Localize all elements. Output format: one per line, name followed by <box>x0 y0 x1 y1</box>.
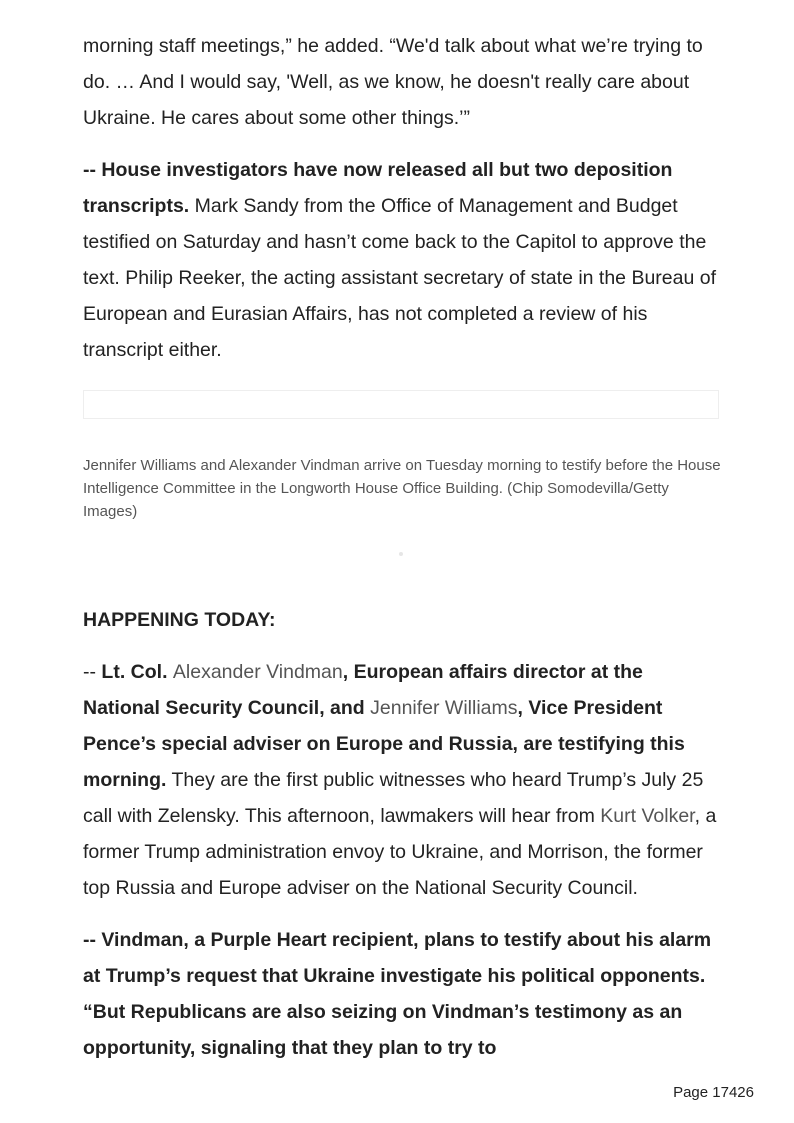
link-alexander-vindman[interactable]: Alexander Vindman <box>172 661 343 683</box>
paragraph-quote <box>83 28 723 136</box>
paragraph-lead-bold: -- House investigators have now released all but two deposition transcripts. <box>83 159 673 217</box>
bold-text: , European affairs director at the National Security Council, and <box>83 661 643 719</box>
paragraph-text: , a former Trump administration envoy to Ukraine, and Morrison, the former top Russia and Europe adviser on the National Security Council. <box>83 805 717 899</box>
paragraph-transcripts <box>83 152 723 368</box>
section-heading: HAPPENING TODAY: <box>83 609 276 631</box>
link-kurt-volker[interactable]: Kurt Volker <box>600 805 695 827</box>
paragraph-vindman <box>83 922 723 1066</box>
paragraph-testimony <box>83 654 723 906</box>
paragraph-dash: -- <box>83 661 96 683</box>
photo-placeholder <box>83 390 719 419</box>
bold-text: Lt. Col. <box>96 661 173 683</box>
article-body <box>83 28 723 1082</box>
page-number: Page 17426 <box>673 1084 754 1101</box>
photo-caption: Jennifer Williams and Alexander Vindman arrive on Tuesday morning to testify before the House Intelligence Committee in the Longworth House Office Building. (Chip Somodevilla/Getty Images) <box>83 457 721 520</box>
bold-text: , Vice President Pence’s special adviser on Europe and Russia, are testifying this morning. <box>83 697 685 791</box>
divider-dot <box>399 552 403 556</box>
paragraph-lead-bold: -- Vindman, a Purple Heart recipient, plans to testify about his alarm at Trump’s request that Ukraine investigate his political opponents. “But Republicans are also seizing on Vindman’s testimony as an opportunity, signaling that they plan to try to <box>83 929 712 1059</box>
paragraph-text: Mark Sandy from the Office of Management and Budget testified on Saturday and hasn’t come back to the Capitol to approve the text. Philip Reeker, the acting assistant secretary of state in the Bureau of European and Eurasian Affairs, has not completed a review of his transcript either. <box>83 195 717 361</box>
paragraph-text: They are the first public witnesses who heard Trump’s July 25 call with Zelensky. This afternoon, lawmakers will hear from <box>83 769 704 827</box>
paragraph-text: morning staff meetings,” he added. “We'd talk about what we’re trying to do. … And I would say, 'Well, as we know, he doesn't really care about Ukraine. He cares about some other things.’” <box>83 35 703 129</box>
link-jennifer-williams[interactable]: Jennifer Williams <box>370 697 518 719</box>
